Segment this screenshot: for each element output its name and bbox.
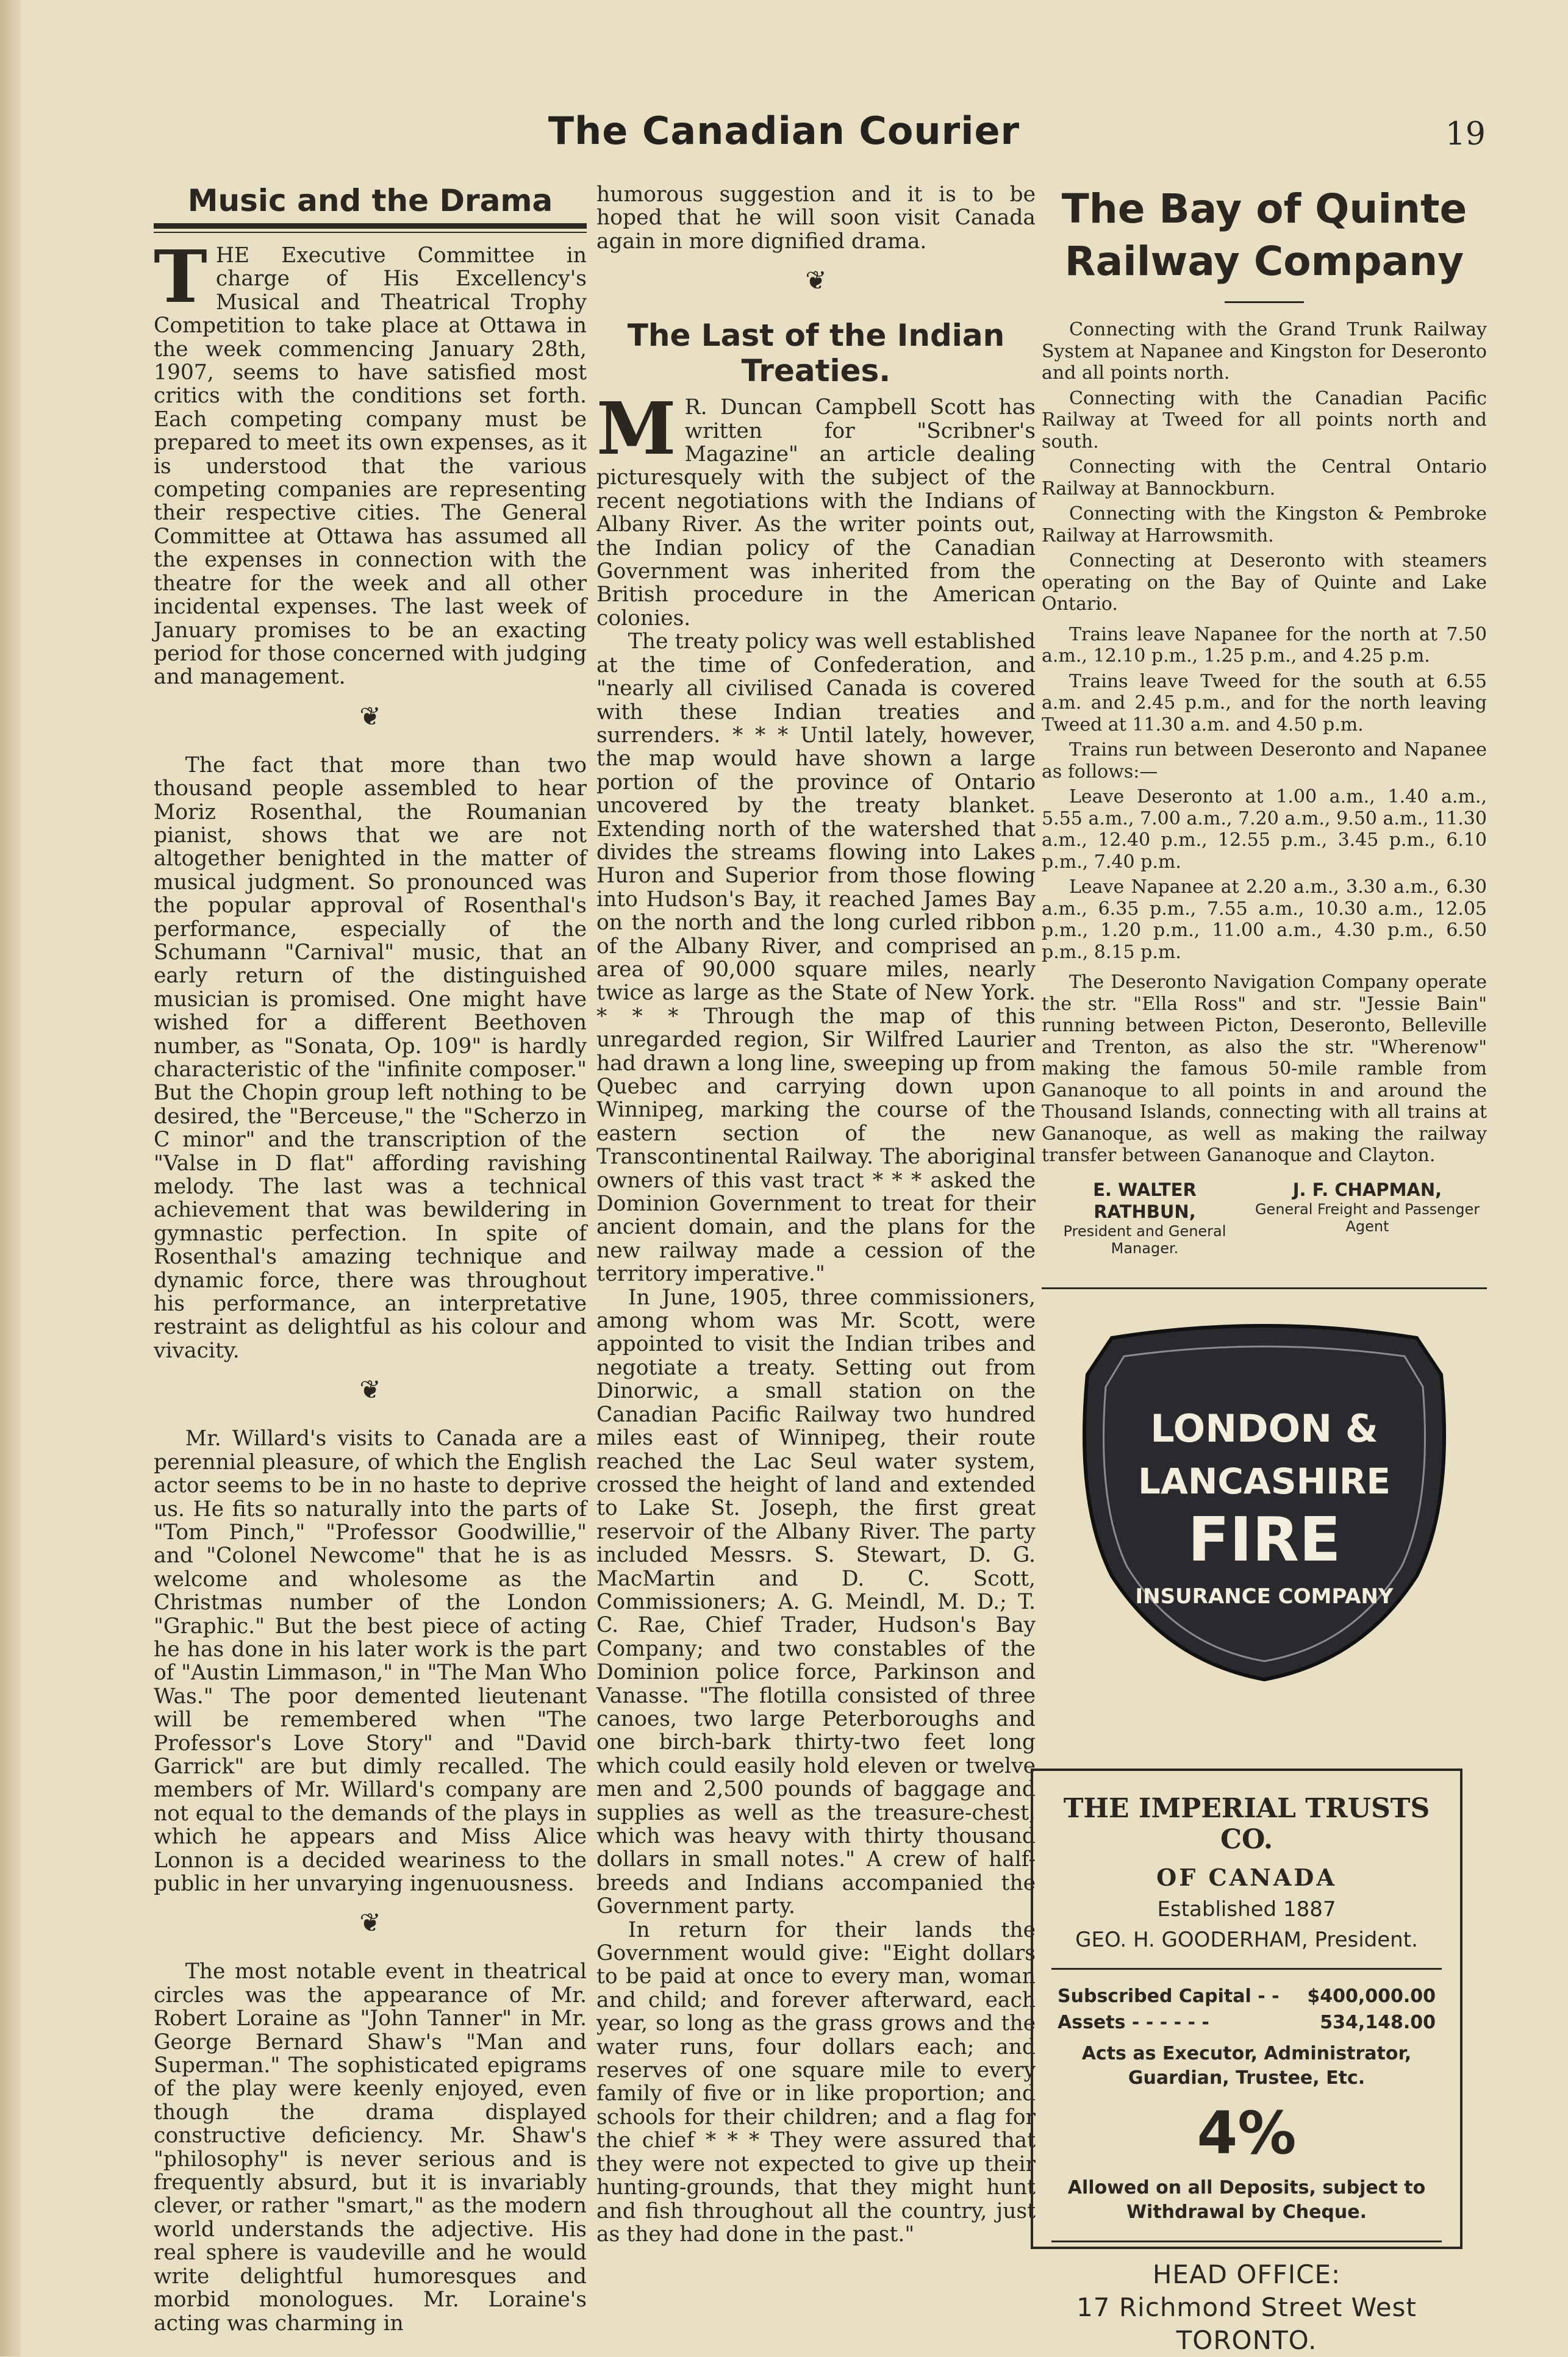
interest-rate: 4%: [1197, 2099, 1297, 2167]
treaties-heading: The Last of the Indian Treaties.: [627, 318, 1005, 389]
imperial-subtitle: OF CANADA: [1156, 1864, 1337, 1891]
imperial-acts: Acts as Executor, Administrator, Guardian, Trustee, Etc.: [1081, 2043, 1412, 2089]
head-office-label: HEAD OFFICE:: [1152, 2259, 1341, 2289]
quinte-paragraph: Connecting at Deseronto with steamers operating on the Bay of Quinte and Lake Ontario.: [1042, 550, 1487, 615]
london-lancashire-shield-ad: [1075, 1320, 1453, 1686]
quinte-paragraph: Connecting with the Central Ontario Railway at Bannockburn.: [1042, 456, 1487, 499]
capital-row: [1058, 1986, 1436, 2007]
imperial-president: GEO. H. GOODERHAM, President.: [1075, 1928, 1418, 1952]
quinte-paragraph: Leave Deseronto at 1.00 a.m., 1.40 a.m., 5.55 a.m., 7.00 a.m., 7.20 a.m., 9.50 a.m., 11.30 a.m., 12.40 p.m., 12.55 p.m., 3.45 p.m., 6.10 p.m., 7.40 p.m.: [1042, 786, 1487, 873]
advertisements-column: [1042, 183, 1487, 1686]
music-paragraph-2: The fact that more than two thousand people assembled to hear Moriz Rosenthal, the Roumanian pianist, shows that we are not altogether benighted in the matter of musical judgment. So pronounced was the popular approval of Rosenthal's performance, especially of the Schumann "Carnival" music, that an early return of the distinguished musician is promised. One might have wished for a different Beethoven number, as "Sonata, Op. 109" is hardly characteristic of the "infinite composer." But the Chopin group left nothing to be desired, the "Berceuse," the "Scherzo in C minor" and the transcription of the "Valse in D flat" affording ravishing melody. The last was a technical achievement that was bewildering in gymnastic perfection. In spite of Rosenthal's amazing technique and dynamic force, there was throughout his performance, an interpretative restraint as delightful as his colour and vivacity.: [154, 753, 587, 1363]
signature-name: J. F. CHAPMAN,: [1292, 1179, 1442, 1200]
treaties-paragraph-1-text: R. Duncan Campbell Scott has written for "Scribner's Magazine" an article dealing picturesquely with the subject of the recent negotiations with the Indians of Albany River. As the writer points out, the Indian policy of the Canadian Government was inherited from the British procedure in the American colonies.: [596, 395, 1036, 631]
music-drama-heading: Music and the Drama: [187, 183, 553, 218]
quinte-paragraph: Trains leave Napanee for the north at 7.50 a.m., 12.10 p.m., 1.25 p.m., and 4.25 p.m.: [1042, 623, 1487, 667]
signature-name: E. WALTER RATHBUN,: [1093, 1179, 1197, 1222]
treaties-paragraph-3: In June, 1905, three commissioners, among whom was Mr. Scott, were appointed to visit the Indian tribes and negotiate a treaty. Setting out from Dinorwic, a small station on the Canadian Pacific Railway two hundred miles east of Winnipeg, their route reached the Lac Seul water system, crossed the height of land and extended to Lake St. Joseph, the first great reservoir of the Albany River. The party included Messrs. S. Stewart, D. G. MacMartin and D. C. Scott, Commissioners; A. G. Meindl, M. D.; T. C. Rae, Chief Trader, Hudson's Bay Company; and two constables of the Dominion police force, Parkinson and Vanasse. "The flotilla consisted of three canoes, two large Peterboroughs and one birch-bark thirty-two feet long which could easily hold eleven or twelve men and 2,500 pounds of baggage and supplies as well as the treasure-chest, which was heavy with thirty thousand dollars in small notes." A crew of half-breeds and Indians accompanied the Government party.: [596, 1285, 1036, 1919]
shield-line-1: LONDON &: [1150, 1406, 1378, 1451]
leaf-ornament-icon: ❦: [359, 701, 381, 731]
imperial-trusts-ad: [1031, 1769, 1462, 2355]
quinte-paragraph: Connecting with the Canadian Pacific Railway at Tweed for all points north and south.: [1042, 387, 1487, 452]
quinte-railway-body: [1042, 319, 1487, 1167]
assets-label: Assets - - - - - -: [1058, 2012, 1209, 2033]
music-drama-column: [154, 183, 587, 2335]
music-paragraph-1: [154, 234, 587, 690]
page-edge: [0, 0, 21, 2356]
quinte-paragraph: Trains run between Deseronto and Napanee as follows:—: [1042, 739, 1487, 782]
quinte-paragraph: The Deseronto Navigation Company operate the str. "Ella Ross" and str. "Jessie Bain" running between Picton, Deseronto, Belleville and Trenton, as also the str. "Wherenow" making the famous 50-mile ramble from Gananoque to all points in and around the Thousand Islands, connecting with all trains at Gananoque, as well as making the railway transfer between Gananoque and Clayton.: [1042, 971, 1487, 1166]
shield-line-4: INSURANCE COMPANY: [1135, 1584, 1394, 1609]
heading-rule: [154, 223, 587, 233]
shield-icon: [1084, 1326, 1444, 1679]
imperial-allowed: Allowed on all Deposits, subject to Withdrawal by Cheque.: [1067, 2177, 1426, 2223]
capital-label: Subscribed Capital - -: [1058, 1986, 1280, 2007]
music-continuation: humorous suggestion and it is to be hoped that he will soon visit Canada again in more dignified drama.: [596, 182, 1036, 254]
leaf-ornament-icon: ❦: [359, 1908, 381, 1938]
capital-value: $400,000.00: [1307, 1986, 1436, 2007]
page-header-title: The Canadian Courier: [548, 109, 1020, 153]
page-number: 19: [1445, 116, 1486, 152]
signature-title: General Freight and Passenger Agent: [1255, 1200, 1480, 1235]
ad-rule: [1225, 301, 1304, 303]
imperial-established: Established 1887: [1157, 1897, 1336, 1922]
music-paragraph-1-text: HE Executive Committee in charge of His Excellency's Musical and Theatrical Trophy Competition to take place at Ottawa in the week commencing January 28th, 1907, seems to have satisfied most critics with the conditions set forth. Each competing company must be prepared to meet its own expenses, as it is understood that the various competing companies are representing their respective cities. The General Committee at Ottawa has assumed all the expenses in connection with the theatre for the week and all other incidental expenses. The last week of January promises to be an exacting period for those concerned with judging and management.: [154, 243, 587, 690]
leaf-ornament-icon: ❦: [359, 1375, 381, 1405]
shield-line-2: LANCASHIRE: [1137, 1460, 1391, 1502]
quinte-paragraph: Trains leave Tweed for the south at 6.55 a.m. and 2.45 p.m., and for the north leaving Tweed at 11.30 a.m. and 4.50 p.m.: [1042, 670, 1487, 735]
drop-cap: T: [154, 234, 207, 319]
signature-agent: [1248, 1179, 1487, 1257]
head-office-street: 17 Richmond Street West: [1076, 2292, 1417, 2322]
ad-separator: [1042, 1287, 1487, 1289]
treaties-paragraph-2: The treaty policy was well established at the time of Confederation, and "nearly all civilised Canada is covered with these Indian treaties and surrenders. * * * Until lately, however, the map would have shown a large portion of the province of Ontario uncovered by the treaty blanket. Extending north of the watershed that divides the streams flowing into Lakes Huron and Superior from those flowing into Hudson's Bay, it reached James Bay on the north and the long curled ribbon of the Albany River, and comprised an area of 90,000 square miles, nearly twice as large as the State of New York. * * * Through the map of this unregarded region, Sir Wilfred Laurier had drawn a long line, sweeping up from Quebec and carrying down upon Winnipeg, marking the course of the eastern section of the new Transcontinental Railway. The aboriginal owners of this vast tract * * * asked the Dominion Government to treat for their ancient domain, and the plans for the new railway made a cession of the territory imperative.": [596, 629, 1036, 1287]
leaf-ornament-icon: ❦: [805, 265, 827, 296]
quinte-paragraph: Connecting with the Grand Trunk Railway System at Napanee and Kingston for Deseronto and all points north.: [1042, 319, 1487, 384]
music-paragraph-4: The most notable event in theatrical circles was the appearance of Mr. Robert Loraine as "John Tanner" in Mr. George Bernard Shaw's "Man and Superman." The sophisticated epigrams of the play were keenly enjoyed, even though the drama displayed constructive deficiency. Mr. Shaw's "philosophy" is never serious and is frequently absurd, but it is invariably clever, or rather "smart," as the modern world understands the adjective. His real sphere is vaudeville and he would write delightful humoresques and morbid monologues. Mr. Loraine's acting was charming in: [154, 1959, 587, 2336]
treaties-paragraph-1: [596, 386, 1036, 631]
shield-line-3: FIRE: [1187, 1503, 1341, 1575]
imperial-title: THE IMPERIAL TRUSTS CO.: [1063, 1793, 1430, 1855]
quinte-paragraph: Connecting with the Kingston & Pembroke Railway at Harrowsmith.: [1042, 503, 1487, 546]
imperial-rule: [1051, 2241, 1442, 2242]
quinte-signatures: [1042, 1179, 1487, 1257]
signature-president: [1042, 1179, 1248, 1257]
quinte-railway-heading: The Bay of Quinte Railway Company: [1061, 185, 1467, 285]
head-office-city: TORONTO.: [1176, 2325, 1317, 2355]
assets-value: 534,148.00: [1320, 2012, 1436, 2033]
quinte-paragraph: Leave Napanee at 2.20 a.m., 3.30 a.m., 6.30 a.m., 6.35 p.m., 7.55 a.m., 10.30 a.m., 12.05 p.m., 1.20 p.m., 11.00 a.m., 4.30 p.m., 6.50 p.m., 8.15 p.m.: [1042, 876, 1487, 963]
treaties-column: [596, 183, 1036, 2246]
drop-cap: M: [596, 386, 676, 471]
music-paragraph-3: Mr. Willard's visits to Canada are a perennial pleasure, of which the English actor seems to be in no haste to deprive us. He fits so naturally into the parts of "Tom Pinch," "Professor Goodwillie," and "Colonel Newcome" that he is as welcome and wholesome as the Christmas number of the London "Graphic." But the best piece of acting he has done in his later work is the part of "Austin Limmason," in "The Man Who Was." The poor demented lieutenant will be remembered when "The Professor's Love Story" and "David Garrick" are but dimly recalled. The members of Mr. Willard's company are not equal to the demands of the plays in which he appears and Miss Alice Lonnon is a decided weariness to the public in her unvarying ingenuousness.: [154, 1426, 587, 1896]
treaties-paragraph-4: In return for their lands the Government would give: "Eight dollars to be paid at once to every man, woman and child; and forever afterward, each year, so long as the grass grows and the water runs, four dollars each; and reserves of one square mile to every family of five or in like proportion; and schools for their children; and a flag for the chief * * * They were assured that they were not expected to give up their hunting-grounds, that they might hunt and fish throughout all the country, just as they had done in the past.": [596, 1917, 1036, 2247]
signature-title: President and General Manager.: [1063, 1222, 1226, 1257]
assets-row: [1058, 2012, 1436, 2033]
imperial-rule: [1051, 1968, 1442, 1970]
